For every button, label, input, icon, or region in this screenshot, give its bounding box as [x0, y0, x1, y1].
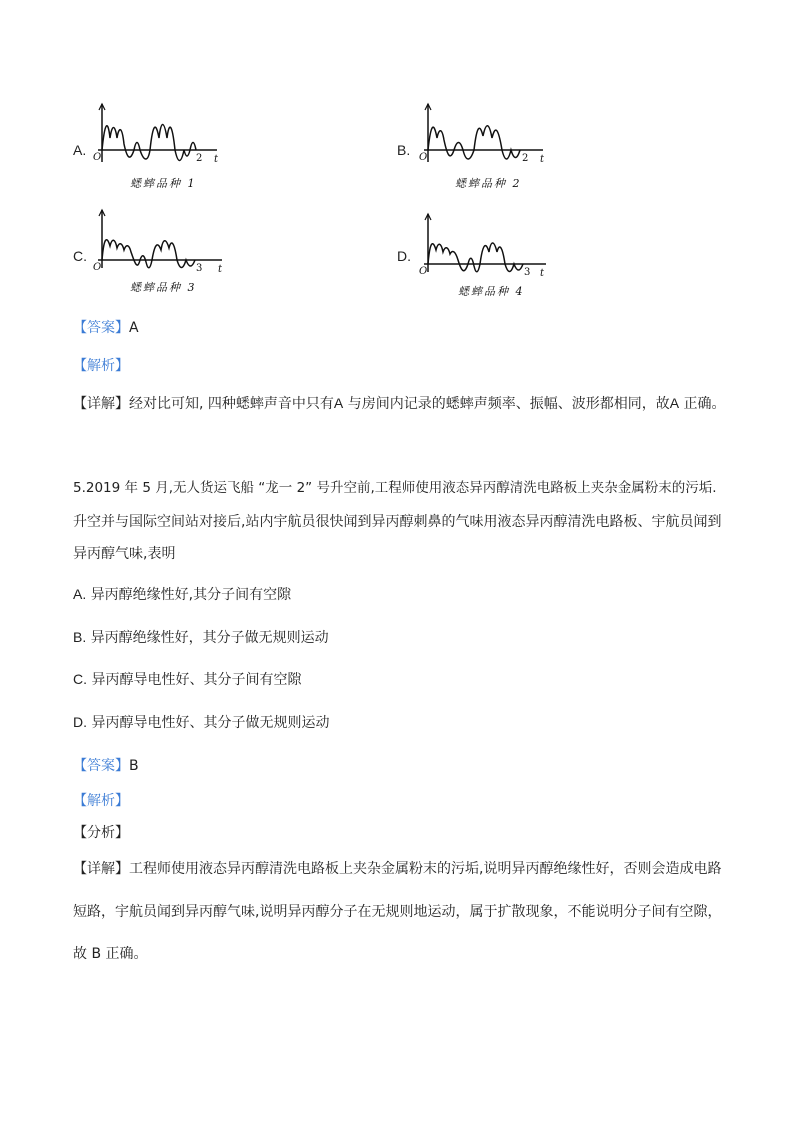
t-axis-label: t: [540, 154, 545, 165]
option-b: [73, 627, 329, 648]
detail-tag: 【详解】: [73, 861, 129, 877]
answer-tag: 【答案】: [73, 320, 129, 336]
answer-tag: 【答案】: [73, 758, 129, 774]
option-text: 异丙醇绝缘性好，其分子做无规则运动: [90, 630, 329, 646]
option-letter: D.: [73, 714, 87, 730]
q5-fenxi-tag: 【分析】: [73, 825, 129, 841]
detail-line: 短路，宇航员闻到异丙醇气味,说明异丙醇分子在无规则地运动，属于扩散现象，不能说明分子间有空隙，: [73, 904, 722, 920]
option-letter: C.: [73, 671, 87, 687]
q5-answer: [73, 756, 139, 776]
answer-value: B: [129, 758, 139, 774]
answer-value: A: [129, 320, 139, 336]
stem-line: 升空并与国际空间站对接后,站内宇航员很快闻到异丙醇刺鼻的气味用液态异丙醇清洗电路板、宇航员闻到: [73, 514, 722, 530]
option-letter: A.: [73, 142, 87, 158]
detail-line: 故 B 正确。: [73, 946, 148, 962]
tick-label: 3: [524, 267, 531, 278]
detail-line: [73, 859, 721, 879]
t-axis-label: t: [218, 264, 223, 275]
q5-analysis-tag: 【解析】: [73, 793, 129, 809]
option-text: 异丙醇绝缘性好,其分子间有空隙: [90, 587, 292, 603]
detail-letter: A: [333, 395, 344, 411]
option-text: 异丙醇导电性好、其分子间有空隙: [91, 672, 302, 688]
option-a: [73, 584, 291, 605]
waveform-graph-c: [92, 206, 232, 276]
tick-label: 2: [522, 153, 529, 164]
option-letter: A.: [73, 586, 87, 602]
waveform-graph-d: [418, 210, 558, 280]
caption: 蟋蟀品种 3: [130, 281, 197, 294]
option-letter: C.: [73, 248, 87, 264]
option-d: [73, 712, 329, 733]
tick-label: 2: [196, 153, 203, 164]
t-axis-label: t: [214, 154, 219, 165]
waveform-graph-b: [418, 100, 558, 170]
detail-text: 正确。: [679, 396, 726, 412]
waveform-graph-a: [92, 100, 232, 170]
origin-label: O: [419, 266, 428, 277]
origin-label: O: [93, 152, 102, 163]
option-letter: B.: [73, 629, 87, 645]
detail-text: 工程师使用液态异丙醇清洗电路板上夹杂金属粉末的污垢,说明异丙醇绝缘性好，否则会造成电路: [129, 861, 722, 877]
origin-label: O: [93, 262, 102, 273]
origin-label: O: [419, 152, 428, 163]
detail-letter: A: [669, 395, 680, 411]
option-text: 异丙醇导电性好、其分子做无规则运动: [91, 715, 330, 731]
q4-detail: [73, 393, 726, 414]
caption: 蟋蟀品种 1: [130, 177, 197, 190]
option-c: [73, 669, 301, 690]
q4-analysis-tag: 【解析】: [73, 358, 129, 374]
option-letter: B.: [397, 142, 411, 158]
stem-line: 5.2019 年 5 月,无人货运飞船 “龙一 2” 号升空前,工程师使用液态异丙醇清洗电路板上夹杂金属粉末的污垢.: [73, 480, 717, 496]
tick-label: 3: [196, 263, 203, 274]
caption: 蟋蟀品种 2: [455, 177, 522, 190]
option-letter: D.: [397, 248, 411, 264]
stem-line: 异丙醇气味,表明: [73, 546, 176, 562]
q4-answer: [73, 318, 139, 338]
detail-text: 经对比可知, 四种蟋蟀声音中只有: [129, 396, 334, 412]
detail-tag: 【详解】: [73, 396, 129, 412]
detail-text: 与房间内记录的蟋蟀声频率、振幅、波形都相同，故: [343, 396, 670, 412]
caption: 蟋蟀品种 4: [458, 285, 525, 298]
t-axis-label: t: [540, 268, 545, 279]
